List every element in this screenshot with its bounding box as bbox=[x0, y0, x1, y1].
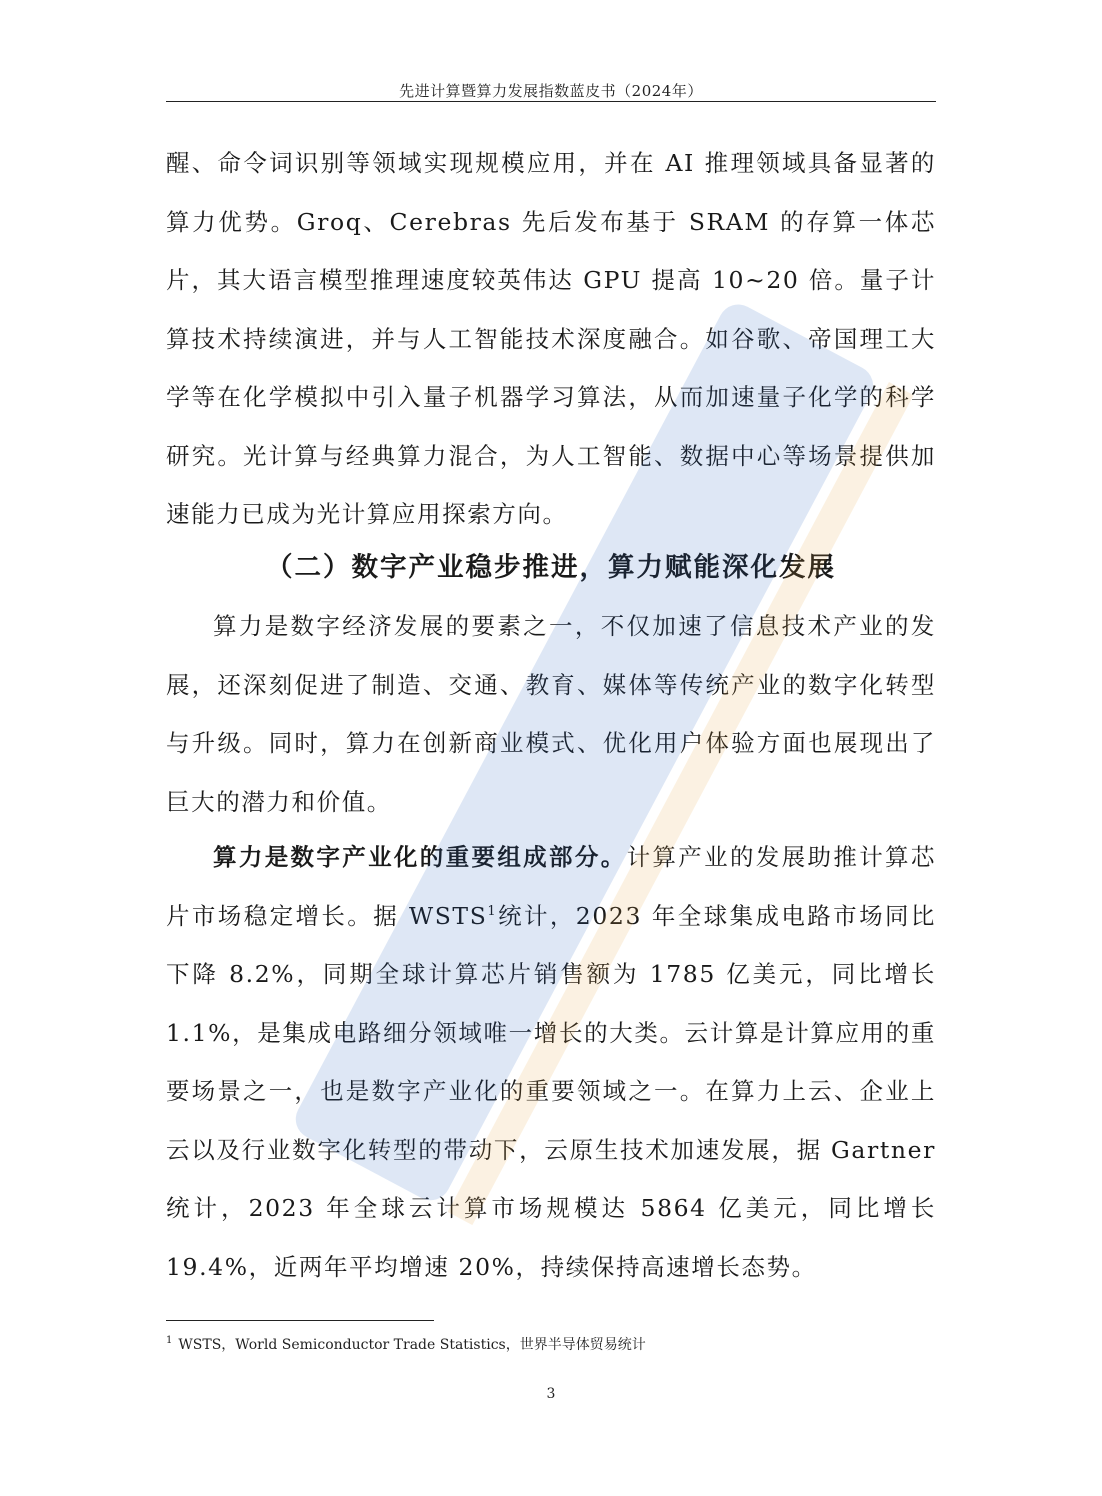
paragraph-text-part1: 计算产业的发展助推计算芯片市场稳定增长。据 WSTS bbox=[166, 843, 936, 930]
paragraph-lead-sentence: 算力是数字产业化的重要组成部分。 bbox=[213, 843, 627, 871]
header-rule bbox=[166, 101, 936, 102]
running-header: 先进计算暨算力发展指数蓝皮书（2024年） bbox=[399, 82, 703, 100]
footnote-reference[interactable]: 1 bbox=[487, 903, 498, 919]
footnote-mark: 1 bbox=[166, 1335, 173, 1347]
footnote-rule bbox=[166, 1320, 434, 1321]
paragraph-continued: 醒、命令词识别等领域实现规模应用，并在 AI 推理领域具备显著的算力优势。Groq、Cerebras 先后发布基于 SRAM 的存算一体芯片，其大语言模型推理速度较英伟达 GPU 提高 10~20 倍。量子计算技术持续演进，并与人工智能技术深度融合。如谷歌、帝国理工大学等在化学模拟中引入量子机器学习算法，从而加速量子化学的科学研究。光计算与经典算力混合，为人工智能、数据中心等场景提供加速能力已成为光计算应用探索方向。 bbox=[166, 149, 936, 528]
section-heading: （二）数字产业稳步推进，算力赋能深化发展 bbox=[266, 552, 836, 583]
paragraph-compute-factor: 算力是数字经济发展的要素之一，不仅加速了信息技术产业的发展，还深刻促进了制造、交通、教育、媒体等传统产业的数字化转型与升级。同时，算力在创新商业模式、优化用户体验方面也展现出了巨大的潜力和价值。 bbox=[166, 612, 936, 816]
footnote-text: WSTS，World Semiconductor Trade Statistics，世界半导体贸易统计 bbox=[178, 1337, 646, 1353]
paragraph-digital-industrialization bbox=[166, 828, 936, 1296]
paragraph-text-part2: 统计，2023 年全球集成电路市场同比下降 8.2%，同期全球计算芯片销售额为 1785 亿美元，同比增长 1.1%，是集成电路细分领域唯一增长的大类。云计算是计算应用的重要场景之一，也是数字产业化的重要领域之一。在算力上云、企业上云以及行业数字化转型的带动下，云原生技术加速发展，据 Gartner 统计，2023 年全球云计算市场规模达 5864 亿美元，同比增长 19.4%，近两年平均增速 20%，持续保持高速增长态势。 bbox=[166, 901, 936, 1281]
footnote bbox=[166, 1334, 936, 1354]
page-number: 3 bbox=[546, 1386, 556, 1402]
